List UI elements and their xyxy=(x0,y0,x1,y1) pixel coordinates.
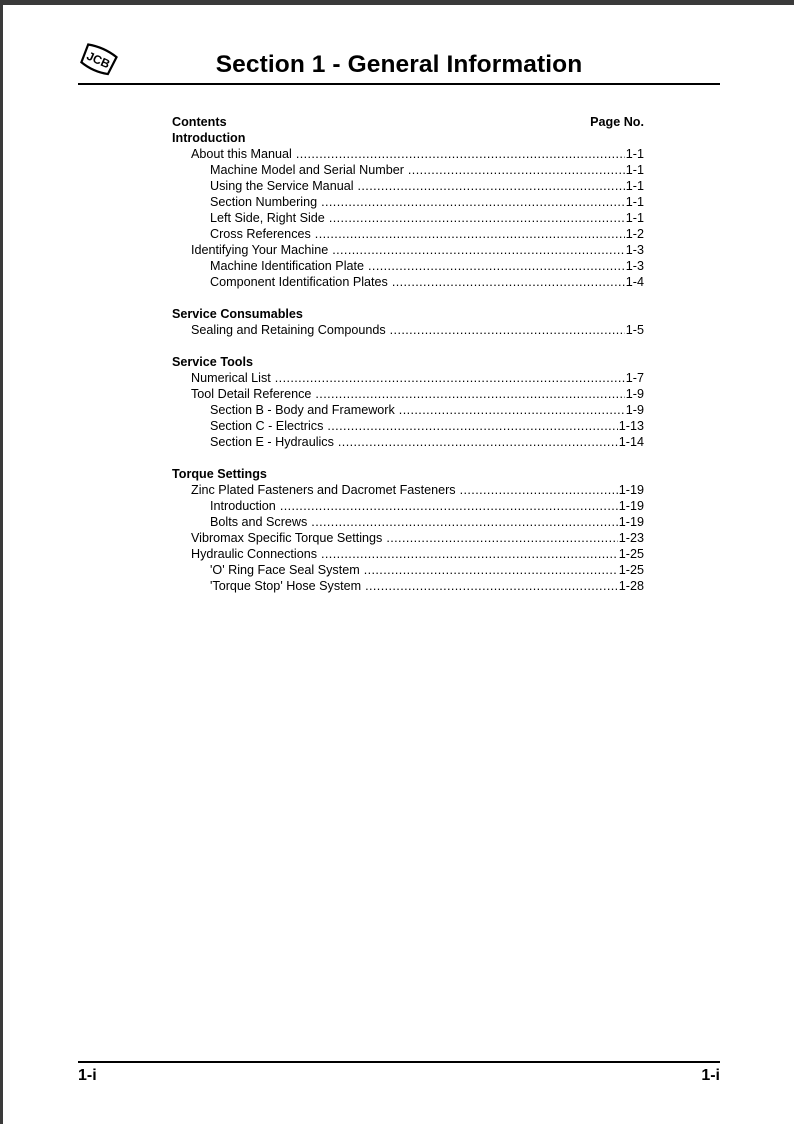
toc-section-service-tools xyxy=(172,354,644,450)
svg-text:JCB: JCB xyxy=(84,48,113,72)
toc-entry-text: Numerical List xyxy=(191,371,271,385)
dot-leader xyxy=(321,546,618,562)
toc-entry-page: 1-4 xyxy=(625,275,644,289)
toc-entry-page: 1-1 xyxy=(625,195,644,209)
toc-entry-page: 1-13 xyxy=(618,419,644,433)
toc-entry-page: 1-9 xyxy=(625,387,644,401)
toc-entry-page: 1-9 xyxy=(625,403,644,417)
dot-leader xyxy=(338,434,618,450)
toc-entry-text: Tool Detail Reference xyxy=(191,387,312,401)
table-of-contents xyxy=(172,114,644,594)
dot-leader xyxy=(311,514,617,530)
footer-rule xyxy=(78,1061,720,1063)
toc-entry[interactable] xyxy=(172,322,644,338)
toc-entry-text: Section C - Electrics xyxy=(210,419,324,433)
dot-leader xyxy=(368,258,625,274)
dot-leader xyxy=(365,578,618,594)
toc-entry-page: 1-19 xyxy=(618,483,644,497)
toc-entry-page: 1-14 xyxy=(618,435,644,449)
toc-entry-text: Zinc Plated Fasteners and Dacromet Fasteners xyxy=(191,483,456,497)
dot-leader xyxy=(296,146,625,162)
toc-entry-page: 1-3 xyxy=(625,243,644,257)
toc-entry-text: Hydraulic Connections xyxy=(191,547,317,561)
toc-entry-text: Section E - Hydraulics xyxy=(210,435,334,449)
toc-header xyxy=(172,114,644,130)
dot-leader xyxy=(390,322,625,338)
dot-leader xyxy=(399,402,625,418)
dot-leader xyxy=(386,530,617,546)
toc-section-service-consumables xyxy=(172,306,644,338)
toc-entry[interactable] xyxy=(172,146,644,162)
toc-entry-page: 1-1 xyxy=(625,179,644,193)
toc-entry-text: 'O' Ring Face Seal System xyxy=(210,563,360,577)
toc-entry-text: Identifying Your Machine xyxy=(191,243,329,257)
toc-entry[interactable] xyxy=(172,274,644,290)
toc-entry[interactable] xyxy=(172,178,644,194)
toc-section-title: Torque Settings xyxy=(172,467,267,481)
toc-entry[interactable] xyxy=(172,562,644,578)
contents-label: Contents xyxy=(172,115,227,129)
page-title: Section 1 - General Information xyxy=(215,51,583,78)
toc-section-title: Service Consumables xyxy=(172,307,303,321)
toc-entry-text: Using the Service Manual xyxy=(210,179,354,193)
toc-entry-text: 'Torque Stop' Hose System xyxy=(210,579,362,593)
toc-entry-page: 1-25 xyxy=(618,547,644,561)
toc-entry[interactable] xyxy=(172,514,644,530)
toc-entry[interactable] xyxy=(172,226,644,242)
toc-entry-page: 1-7 xyxy=(625,371,644,385)
toc-entry-text: Introduction xyxy=(210,499,276,513)
toc-entry-page: 1-5 xyxy=(625,323,644,337)
toc-entry-text: Section Numbering xyxy=(210,195,318,209)
toc-section-title: Introduction xyxy=(172,131,246,145)
toc-entry-page: 1-3 xyxy=(625,259,644,273)
toc-entry[interactable] xyxy=(172,194,644,210)
toc-entry-page: 1-25 xyxy=(618,563,644,577)
toc-entry-text: Machine Model and Serial Number xyxy=(210,163,404,177)
dot-leader xyxy=(315,226,625,242)
toc-entry[interactable] xyxy=(172,162,644,178)
toc-entry[interactable] xyxy=(172,258,644,274)
dot-leader xyxy=(315,386,624,402)
dot-leader xyxy=(321,194,625,210)
toc-section-torque-settings xyxy=(172,466,644,594)
dot-leader xyxy=(275,370,625,386)
toc-entry[interactable] xyxy=(172,242,644,258)
toc-entry-text: Bolts and Screws xyxy=(210,515,308,529)
toc-entry-page: 1-19 xyxy=(618,499,644,513)
toc-entry-page: 1-19 xyxy=(618,515,644,529)
toc-entry-text: Section B - Body and Framework xyxy=(210,403,395,417)
page-number-label: Page No. xyxy=(590,115,644,129)
toc-entry[interactable] xyxy=(172,386,644,402)
toc-entry-text: Machine Identification Plate xyxy=(210,259,365,273)
footer-page-number-right: 1-i xyxy=(701,1067,720,1084)
toc-entry-page: 1-1 xyxy=(625,147,644,161)
toc-entry[interactable] xyxy=(172,482,644,498)
dot-leader xyxy=(358,178,625,194)
toc-entry-page: 1-23 xyxy=(618,531,644,545)
toc-entry[interactable] xyxy=(172,370,644,386)
left-border xyxy=(0,0,3,1124)
header-rule xyxy=(78,83,720,85)
dot-leader xyxy=(332,242,625,258)
dot-leader xyxy=(280,498,618,514)
dot-leader xyxy=(327,418,617,434)
dot-leader xyxy=(329,210,625,226)
toc-entry-text: Sealing and Retaining Compounds xyxy=(191,323,386,337)
toc-entry[interactable] xyxy=(172,210,644,226)
dot-leader xyxy=(392,274,625,290)
toc-entry[interactable] xyxy=(172,434,644,450)
toc-entry-page: 1-1 xyxy=(625,211,644,225)
toc-entry-text: Cross References xyxy=(210,227,311,241)
jcb-logo xyxy=(78,43,119,76)
toc-entry-page: 1-1 xyxy=(625,163,644,177)
footer-page-number-left: 1-i xyxy=(78,1067,97,1084)
toc-entry-text: Component Identification Plates xyxy=(210,275,388,289)
toc-section-introduction xyxy=(172,130,644,290)
toc-entry-text: Left Side, Right Side xyxy=(210,211,325,225)
toc-entry[interactable] xyxy=(172,498,644,514)
toc-entry[interactable] xyxy=(172,578,644,594)
toc-entry-text: About this Manual xyxy=(191,147,292,161)
toc-entry[interactable] xyxy=(172,546,644,562)
toc-entry[interactable] xyxy=(172,402,644,418)
toc-entry-page: 1-28 xyxy=(618,579,644,593)
dot-leader xyxy=(364,562,618,578)
dot-leader xyxy=(460,482,618,498)
toc-entry-page: 1-2 xyxy=(625,227,644,241)
top-border xyxy=(0,0,794,5)
dot-leader xyxy=(408,162,625,178)
toc-entry[interactable] xyxy=(172,530,644,546)
toc-entry-text: Vibromax Specific Torque Settings xyxy=(191,531,383,545)
toc-section-title: Service Tools xyxy=(172,355,253,369)
toc-entry[interactable] xyxy=(172,418,644,434)
